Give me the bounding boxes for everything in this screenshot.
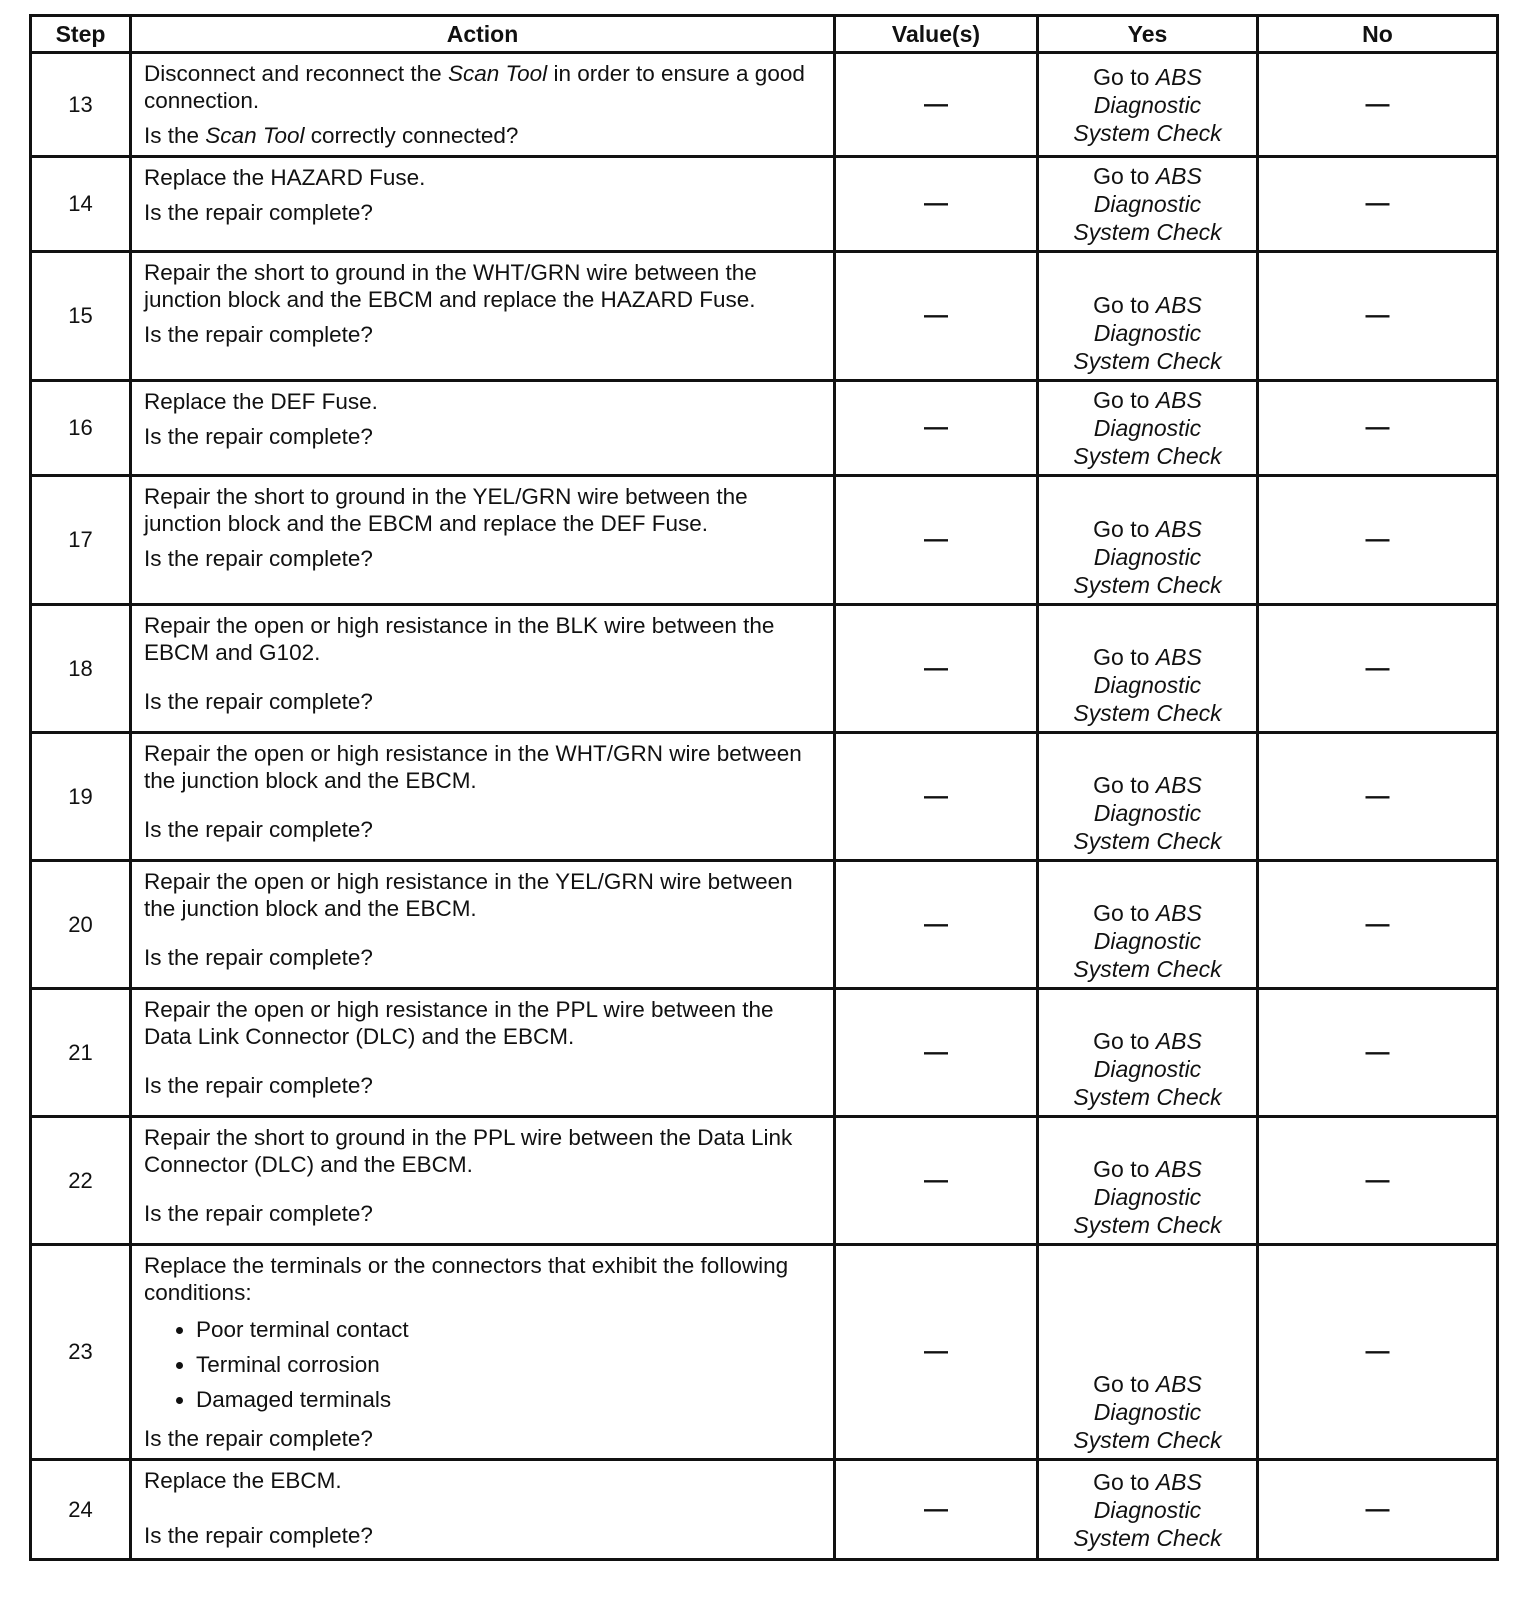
no-cell: —: [1258, 476, 1498, 605]
table-row: [31, 476, 1498, 605]
list-item: • Poor terminal contact: [196, 1312, 823, 1347]
yes-goto: Go to ABS: [1093, 292, 1202, 318]
header-values: Value(s): [835, 16, 1038, 53]
yes-system-check: System Check: [1073, 1084, 1222, 1110]
yes-cell: [1038, 476, 1258, 605]
yes-diagnostic: Diagnostic: [1093, 191, 1202, 217]
step-number: 24: [31, 1460, 131, 1560]
action-question: Is the repair complete?: [144, 1073, 373, 1098]
action-text: Repair the open or high resistance in the WHT/GRN wire between the junction block and the EBCM.: [144, 741, 802, 793]
table-row: [31, 1460, 1498, 1560]
yes-goto: Go to ABS: [1093, 1468, 1202, 1495]
step-number: 23: [31, 1245, 131, 1460]
yes-diagnostic: Diagnostic: [1093, 1399, 1202, 1425]
action-question: Is the repair complete?: [144, 546, 373, 571]
yes-cell: [1038, 1117, 1258, 1245]
yes-cell: [1038, 733, 1258, 861]
yes-system-check: System Check: [1073, 1427, 1222, 1453]
step-number: 22: [31, 1117, 131, 1245]
action-cell: [131, 476, 835, 605]
action-text: Replace the EBCM.: [144, 1468, 342, 1493]
step-number: 13: [31, 53, 131, 157]
header-row: [31, 16, 1498, 53]
no-cell: —: [1258, 381, 1498, 476]
no-cell: —: [1258, 53, 1498, 157]
step-number: 19: [31, 733, 131, 861]
yes-cell: [1038, 252, 1258, 381]
condition-list: [144, 1312, 823, 1417]
yes-goto: Go to ABS: [1093, 516, 1202, 542]
action-text: Replace the terminals or the connectors that exhibit the following conditions:: [144, 1253, 789, 1305]
yes-system-check: System Check: [1073, 119, 1222, 146]
yes-system-check: System Check: [1073, 572, 1222, 598]
yes-system-check: System Check: [1073, 219, 1222, 245]
yes-diagnostic: Diagnostic: [1093, 544, 1202, 570]
value-cell: —: [835, 605, 1038, 733]
value-cell: —: [835, 252, 1038, 381]
yes-goto: Go to ABS: [1093, 163, 1202, 189]
yes-goto: Go to ABS: [1093, 1371, 1202, 1397]
yes-system-check: System Check: [1073, 956, 1222, 982]
no-cell: —: [1258, 733, 1498, 861]
yes-system-check: System Check: [1073, 348, 1222, 374]
action-text: Replace the HAZARD Fuse.: [144, 165, 426, 190]
action-text: Repair the short to ground in the YEL/GRN wire between the junction block and the EBCM and replace the DEF Fuse.: [144, 484, 748, 536]
yes-diagnostic: Diagnostic: [1093, 415, 1202, 441]
action-question: Is the repair complete?: [144, 322, 373, 347]
yes-cell: [1038, 1245, 1258, 1460]
no-cell: —: [1258, 1245, 1498, 1460]
yes-diagnostic: Diagnostic: [1093, 672, 1202, 698]
action-text: Repair the short to ground in the PPL wire between the Data Link Connector (DLC) and the EBCM.: [144, 1125, 793, 1177]
table-row: [31, 252, 1498, 381]
no-cell: —: [1258, 1117, 1498, 1245]
value-cell: —: [835, 1117, 1038, 1245]
yes-goto: Go to ABS: [1093, 644, 1202, 670]
header-no: No: [1258, 16, 1498, 53]
yes-diagnostic: Diagnostic: [1093, 1184, 1202, 1210]
value-cell: —: [835, 157, 1038, 252]
yes-diagnostic: Diagnostic: [1093, 800, 1202, 826]
no-cell: —: [1258, 157, 1498, 252]
action-cell: [131, 1117, 835, 1245]
action-cell: [131, 381, 835, 476]
no-cell: —: [1258, 252, 1498, 381]
yes-goto: Go to ABS: [1093, 1028, 1202, 1054]
table-row: [31, 989, 1498, 1117]
yes-goto: Go to ABS: [1093, 1156, 1202, 1182]
action-question: Is the repair complete?: [144, 1201, 373, 1226]
step-number: 17: [31, 476, 131, 605]
yes-cell: [1038, 53, 1258, 157]
value-cell: —: [835, 989, 1038, 1117]
yes-diagnostic: Diagnostic: [1093, 928, 1202, 954]
no-cell: —: [1258, 1460, 1498, 1560]
yes-goto: Go to ABS: [1093, 900, 1202, 926]
action-cell: [131, 53, 835, 157]
table-body: [31, 53, 1498, 1560]
step-number: 16: [31, 381, 131, 476]
yes-system-check: System Check: [1073, 828, 1222, 854]
table-row: [31, 1117, 1498, 1245]
list-item: • Damaged terminals: [196, 1382, 823, 1417]
yes-system-check: System Check: [1073, 443, 1222, 469]
action-question: Is the Scan Tool correctly connected?: [144, 123, 519, 148]
yes-goto: Go to ABS: [1093, 63, 1202, 90]
table-row: [31, 733, 1498, 861]
value-cell: —: [835, 476, 1038, 605]
action-question: Is the repair complete?: [144, 200, 373, 225]
value-cell: —: [835, 733, 1038, 861]
action-text: Repair the open or high resistance in the YEL/GRN wire between the junction block and the EBCM.: [144, 869, 793, 921]
action-text: Repair the open or high resistance in the PPL wire between the Data Link Connector (DLC) and the EBCM.: [144, 997, 774, 1049]
yes-diagnostic: Diagnostic: [1093, 320, 1202, 346]
table-row: [31, 861, 1498, 989]
yes-cell: [1038, 381, 1258, 476]
table-row: [31, 381, 1498, 476]
action-cell: [131, 733, 835, 861]
value-cell: —: [835, 1460, 1038, 1560]
yes-system-check: System Check: [1073, 1524, 1222, 1551]
step-number: 20: [31, 861, 131, 989]
no-cell: —: [1258, 861, 1498, 989]
action-question: Is the repair complete?: [144, 1523, 373, 1548]
no-cell: —: [1258, 605, 1498, 733]
yes-cell: [1038, 605, 1258, 733]
yes-system-check: System Check: [1073, 1212, 1222, 1238]
action-text: Replace the DEF Fuse.: [144, 389, 378, 414]
yes-cell: [1038, 157, 1258, 252]
action-text: Repair the short to ground in the WHT/GRN wire between the junction block and the EBCM and replace the HAZARD Fuse.: [144, 260, 757, 312]
value-cell: —: [835, 53, 1038, 157]
action-cell: [131, 861, 835, 989]
yes-cell: [1038, 1460, 1258, 1560]
value-cell: —: [835, 1245, 1038, 1460]
action-question: Is the repair complete?: [144, 424, 373, 449]
step-number: 21: [31, 989, 131, 1117]
yes-cell: [1038, 989, 1258, 1117]
action-cell: [131, 157, 835, 252]
header-action: Action: [131, 16, 835, 53]
yes-goto: Go to ABS: [1093, 387, 1202, 413]
table-row: [31, 157, 1498, 252]
action-question: Is the repair complete?: [144, 945, 373, 970]
table-row: [31, 53, 1498, 157]
value-cell: —: [835, 861, 1038, 989]
diagnostic-table: [29, 14, 1499, 1561]
action-cell: [131, 1245, 835, 1460]
yes-cell: [1038, 861, 1258, 989]
yes-diagnostic: Diagnostic: [1093, 1056, 1202, 1082]
yes-diagnostic: Diagnostic: [1093, 1496, 1202, 1523]
step-number: 14: [31, 157, 131, 252]
no-cell: —: [1258, 989, 1498, 1117]
action-cell: [131, 605, 835, 733]
header-yes: Yes: [1038, 16, 1258, 53]
action-question: Is the repair complete?: [144, 689, 373, 714]
table-row: [31, 1245, 1498, 1460]
action-cell: [131, 989, 835, 1117]
yes-goto: Go to ABS: [1093, 772, 1202, 798]
action-cell: [131, 252, 835, 381]
action-cell: [131, 1460, 835, 1560]
table-row: [31, 605, 1498, 733]
list-item: • Terminal corrosion: [196, 1347, 823, 1382]
action-question: Is the repair complete?: [144, 1426, 373, 1451]
action-question: Is the repair complete?: [144, 817, 373, 842]
step-number: 18: [31, 605, 131, 733]
value-cell: —: [835, 381, 1038, 476]
action-text: Disconnect and reconnect the Scan Tool in order to ensure a good connection.: [144, 61, 805, 113]
yes-system-check: System Check: [1073, 700, 1222, 726]
yes-diagnostic: Diagnostic: [1093, 91, 1202, 118]
step-number: 15: [31, 252, 131, 381]
header-step: Step: [31, 16, 131, 53]
action-text: Repair the open or high resistance in the BLK wire between the EBCM and G102.: [144, 613, 775, 665]
